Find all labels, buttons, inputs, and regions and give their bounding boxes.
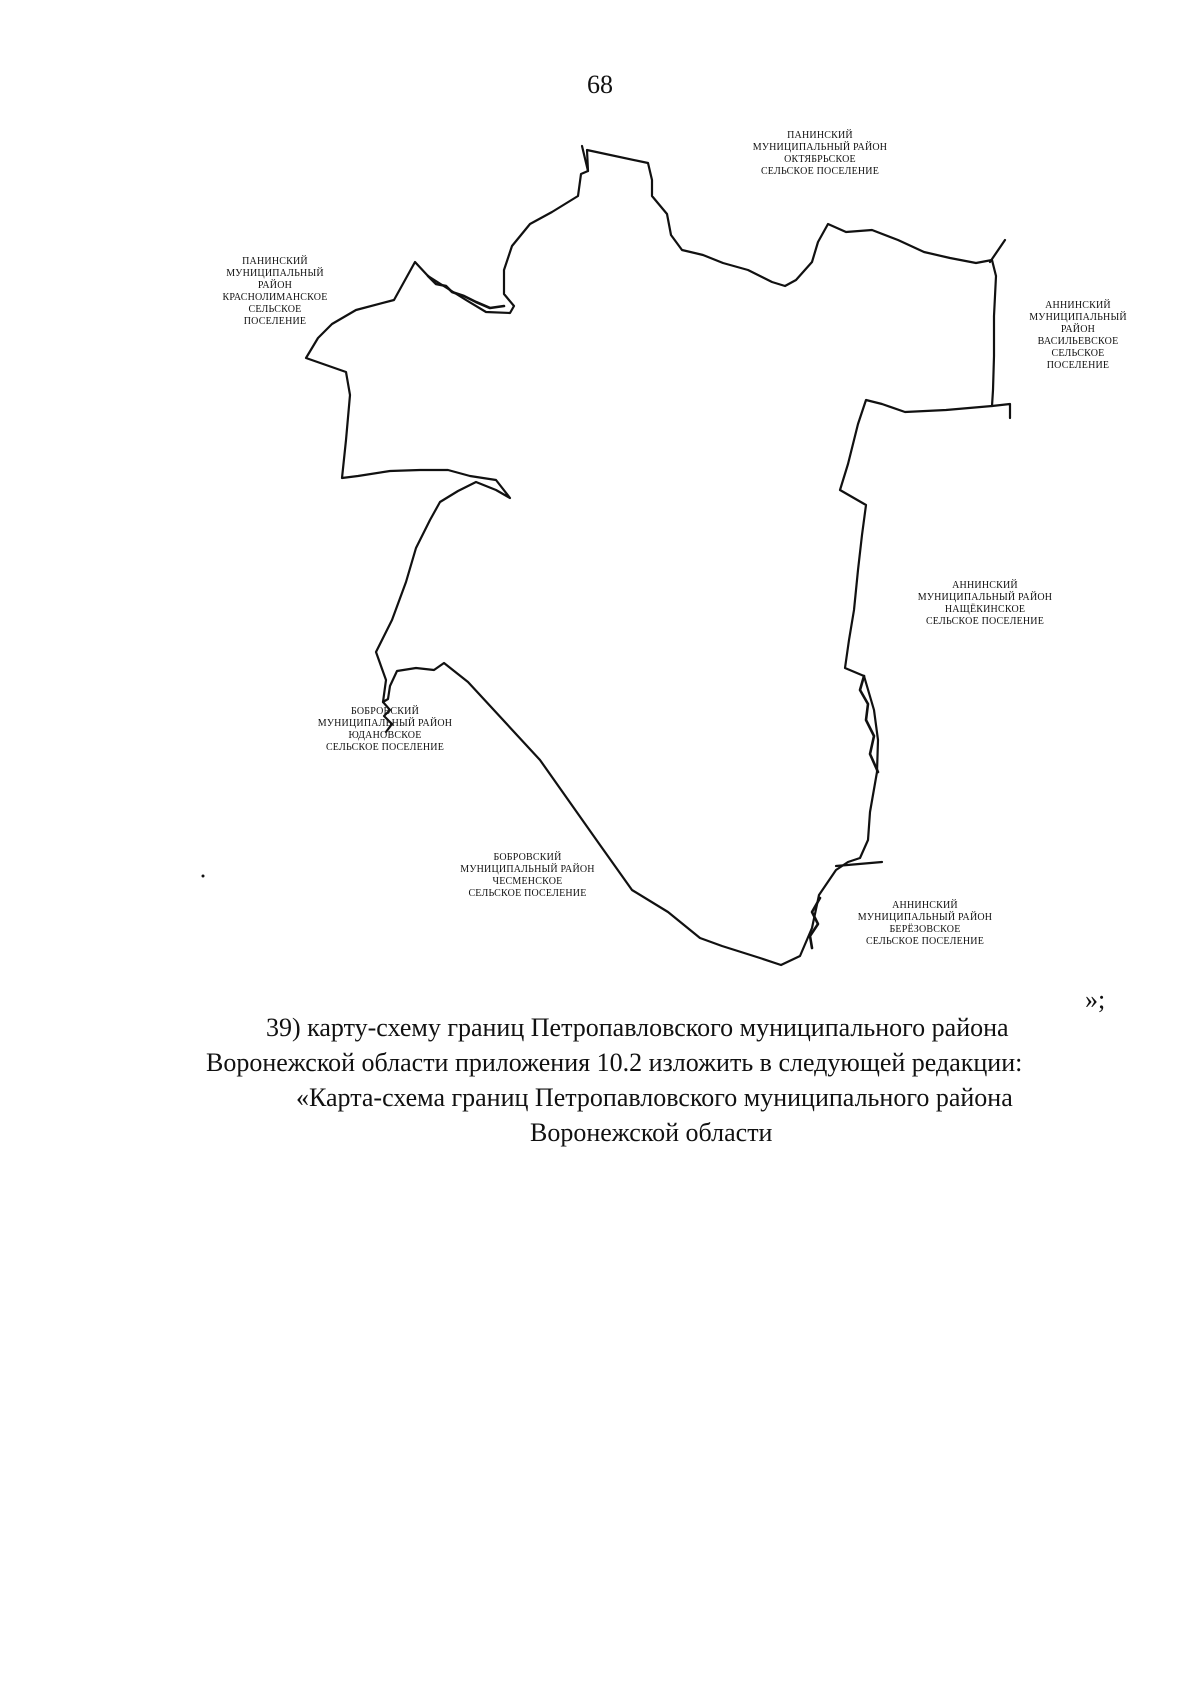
boundary-spur-se [836,862,882,866]
region-label-anna-berezovskoe: АННИНСКИЙ МУНИЦИПАЛЬНЫЙ РАЙОН БЕРЁЗОВСКОЕ СЕЛЬСКОЕ ПОСЕЛЕНИЕ [857,900,993,947]
page-number: 68 [587,70,613,99]
boundary-spur-ne [990,240,1005,262]
closing-quote: »; [1085,985,1106,1014]
boundary-meander-north [428,276,504,308]
district-boundary [306,150,996,965]
region-label-anna-vasilevskoe: АННИНСКИЙ МУНИЦИПАЛЬНЫЙ РАЙОН ВАСИЛЬЕВСКОЕ СЕЛЬСКОЕ ПОСЕЛЕНИЕ [1029,300,1127,371]
stray-dot [202,875,205,878]
caption-line-1: «Карта-схема границ Петропавловского муниципального района [296,1083,1013,1112]
region-label-panino-krasnolimanskoe: ПАНИНСКИЙ МУНИЦИПАЛЬНЫЙ РАЙОН КРАСНОЛИМАНСКОЕ СЕЛЬСКОЕ ПОСЕЛЕНИЕ [222,256,328,327]
region-label-anna-nashchekinskoe: АННИНСКИЙ МУНИЦИПАЛЬНЫЙ РАЙОН НАЩЁКИНСКОЕ СЕЛЬСКОЕ ПОСЕЛЕНИЕ [917,580,1053,627]
caption-line-2: Воронежской области [530,1118,773,1147]
boundary-meander-south [810,898,820,948]
region-label-panino-oktyabrskoe: ПАНИНСКИЙ МУНИЦИПАЛЬНЫЙ РАЙОН ОКТЯБРЬСКОЕ СЕЛЬСКОЕ ПОСЕЛЕНИЕ [752,130,888,177]
paragraph-line-1: 39) карту-схему границ Петропавловского муниципального района [266,1013,1009,1042]
region-label-bobrov-chesmenskoe: БОБРОВСКИЙ МУНИЦИПАЛЬНЫЙ РАЙОН ЧЕСМЕНСКОЕ СЕЛЬСКОЕ ПОСЕЛЕНИЕ [460,852,595,899]
boundary-spur-east [992,404,1010,418]
region-label-bobrov-yudanovskoe: БОБРОВСКИЙ МУНИЦИПАЛЬНЫЙ РАЙОН ЮДАНОВСКОЕ СЕЛЬСКОЕ ПОСЕЛЕНИЕ [317,706,453,753]
paragraph-line-2: Воронежской области приложения 10.2 изложить в следующей редакции: [206,1048,1023,1077]
